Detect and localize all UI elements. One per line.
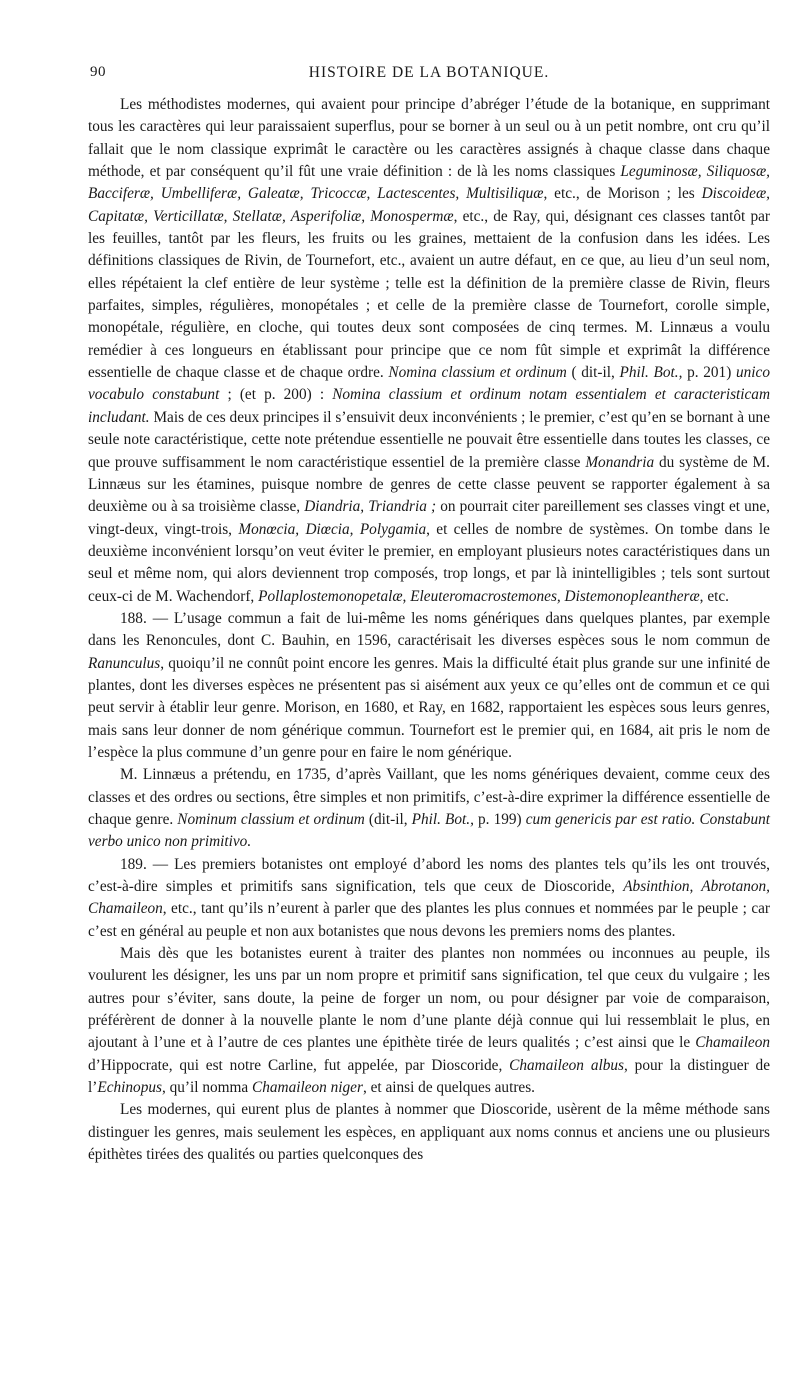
italic-run: Monandria <box>585 453 655 471</box>
italic-run: Monœcia, Diœcia, Polygamia <box>238 520 427 538</box>
text-run: ; (et p. 200) : <box>219 386 333 404</box>
book-page <box>88 0 770 1167</box>
italic-run: Nomina classium et ordinum notam essentialem et caracteristicam includant. <box>88 386 771 426</box>
text-run: Les méthodistes modernes, qui avaient pour principe d’abréger l’étude de la botanique, en supprimant tous les caractères qui leur paraissaient superflus, pour se borner à un seul ou à un petit nombre, ont cru qu’il fallait que le nom classique exprimât le caractère ou les caractères assignés à chaque classe dans chaque méthode, et par conséquent qu’il fût une vraie définition : de là les noms classiques <box>88 96 770 181</box>
text-run: Mais dès que les botanistes eurent à traiter des plantes non nommées ou inconnues au peuple, ils voulurent les désigner, les uns par un nom propre et primitif sans signification, tel que ceux du vulgaire ; les autres pour s’éviter, sans doute, la peine de forger un nom, ou pour désigner par voie de comparaison, préférèrent de donner à la nouvelle plante le nom d’une plante déjà connue qui lui ressemblait le plus, en ajoutant à l’une et à l’autre de ces plantes une épithète tirée de leurs qualités ; c’est ainsi que le <box>88 945 770 1052</box>
italic-run: Ranunculus <box>88 654 161 672</box>
italic-run: cum genericis par est ratio. Constabunt verbo unico non primitivo. <box>88 811 770 851</box>
text-run: , quoiqu’il ne connût point encore les genres. Mais la difficulté était plus grande sur une infinité de plantes, dont les diverses espèces ne présentent pas si aisément aux yeux ce qu’elles ont de commun et ce qui peut servir à établir leur genre. Morison, en 1680, et Ray, en 1682, rapportaient les espèces sous leurs genres, mais sans leur donner de nom générique commun. Tournefort est le premier qui, en 1684, ait pris le nom de l’espèce la plus commune d’un genre pour en faire le nom générique. <box>88 654 770 761</box>
italic-run: Chamaileon albus <box>509 1056 624 1074</box>
italic-run: Nominum classium et ordinum <box>177 811 365 828</box>
italic-run: unico vocabulo constabunt <box>88 364 770 404</box>
italic-run: Diandria, Triandria ; <box>304 498 437 516</box>
italic-run: Chamaileon niger <box>252 1079 363 1097</box>
italic-run: Phil. Bot., <box>411 811 474 828</box>
paragraph-4 <box>88 854 770 943</box>
italic-run: Echinopus <box>97 1079 162 1097</box>
text-run: 188. — L’usage commun a fait de lui-même les noms génériques dans quelques plantes, par exemple dans les Renoncules, dont C. Bauhin, en 1596, caractérisait les diverses espèces sous le nom commun de <box>88 609 770 650</box>
text-run: p. 199) <box>473 811 526 828</box>
italic-run: Discoideæ, Capitatæ, Verticillatæ, Stellatæ, Asperifoliæ, Monospermæ <box>88 185 770 225</box>
italic-run: Nomina classium et ordinum <box>388 364 567 382</box>
text-run: p. 201) <box>682 364 736 382</box>
text-run: on pourrait citer pareillement ses classes vingt et une, vingt-deux, vingt-trois, <box>88 498 771 538</box>
text-run: , etc., de Morison ; les <box>543 185 702 203</box>
paragraph-1 <box>88 94 770 608</box>
text-run: ( dit-il, <box>566 364 620 382</box>
italic-run: Leguminosæ, Siliquosæ, Bacciferæ, Umbelliferæ, Galeatæ, Tricoccæ, Lactescentes, Multisiliquæ <box>88 163 770 203</box>
text-run: , qu’il nomma <box>161 1079 253 1097</box>
text-run: , et ainsi de quelques autres. <box>362 1079 535 1097</box>
running-head <box>88 64 770 94</box>
paragraph-6 <box>88 1099 770 1166</box>
paragraph-2 <box>88 608 770 764</box>
running-title: HISTOIRE DE LA BOTANIQUE. <box>308 64 550 81</box>
italic-run: Phil. Bot., <box>619 364 683 382</box>
text-run: d’Hippocrate, qui est notre Carline, fut appelée, par Dioscoride, <box>88 1056 510 1074</box>
text-run: Les modernes, qui eurent plus de plantes à nommer que Dioscoride, usèrent de la même méthode sans distinguer les genres, mais seulement les espèces, en appliquant aux noms connus et anciens une ou plusieurs épithètes tirées des qualités ou parties quelconques des <box>88 1101 770 1164</box>
text-run: , et celles de nombre de systèmes. On tombe dans le deuxième inconvénient lorsqu’on veut éviter le premier, en employant plusieurs notes caractéristiques dans un seul et même nom, qui alors deviennent trop composés, trop longs, et par là inintelligibles ; tels sont surtout ceux-ci de M. Wachendorf, <box>88 520 770 605</box>
text-run: Mais de ces deux principes il s’ensuivit deux inconvénients ; le premier, c’est qu’en se bornant à une seule note caractéristique, cette note prétendue essentielle ne pouvait être essentielle dans toutes les classes, ce que prouve suffisamment le nom caractéristique essentiel de la première classe <box>88 408 770 471</box>
paragraph-3 <box>88 764 770 853</box>
text-run: (dit-il, <box>364 811 412 828</box>
text-run: , etc., tant qu’ils n’eurent à parler que des plantes les plus connues et nommées par le peuple ; car c’est en général au peuple et non aux botanistes que nous devons les premiers noms des plantes. <box>88 900 770 940</box>
body-text <box>88 94 770 1167</box>
page-number: 90 <box>90 64 106 80</box>
text-run: 189. — Les premiers botanistes ont employé d’abord les noms des plantes tels qu’ils les ont trouvés, c’est-à-dire simples et primitifs sans signification, tels que ceux de Dioscoride, <box>88 855 770 896</box>
text-run: , pour la distinguer de l’ <box>88 1056 770 1097</box>
text-run: du système de M. Linnæus sur les étamines, puisque nombre de genres de cette classe peuvent se rapporter également à sa deuxième ou à sa troisième classe, <box>88 453 770 516</box>
text-run: , etc., de Ray, qui, désignant ces classes tantôt par les feuilles, tantôt par les fleurs, les fruits ou les graines, mettaient de la confusion dans les idées. Les définitions classiques de Rivin, de Tournefort, etc., avaient un autre défaut, en ce que, au lieu d’un seul nom, elles répétaient la clef entière de leur système ; telle est la définition de la première classe de Rivin, fleurs parfaites, simples, régulières, monopétales ; et celle de la première classe de Tournefort, corolle simple, monopétale, régulière, en cloche, qui toutes deux sont composées de cinq termes. M. Linnæus a voulu remédier à ces longueurs en établissant pour principe que ce nom fût simple et exprimât la différence essentielle de chaque classe et de chaque ordre. <box>88 207 770 382</box>
paragraph-5 <box>88 943 770 1099</box>
text-run: , etc. <box>699 587 729 605</box>
italic-run: Absinthion, Abrotanon, Chamaileon <box>88 878 770 918</box>
italic-run: Chamaileon <box>695 1034 770 1052</box>
italic-run: Pollaplostemonopetalæ, Eleuteromacrostemones, Distemonopleantheræ <box>258 587 700 605</box>
text-run: M. Linnæus a prétendu, en 1735, d’après Vaillant, que les noms génériques devaient, comme ceux des classes et des ordres ou sections, être simples et non primitifs, c’est-à-dire exprimer la différence essentielle de chaque genre. <box>88 766 770 828</box>
